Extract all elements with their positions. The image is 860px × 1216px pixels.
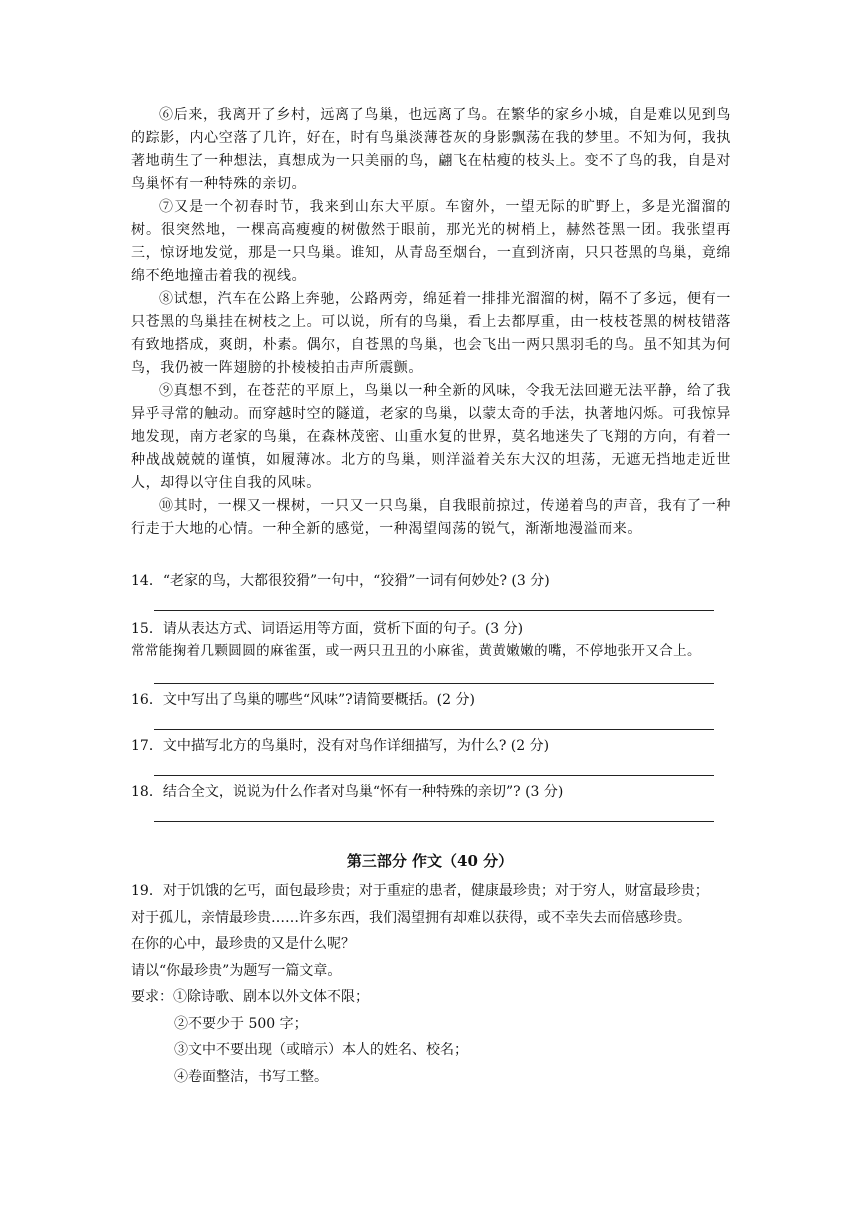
- requirement-1: [131, 984, 761, 1011]
- question-14-text: 14．“老家的鸟，大都很狡猾”一句中，“狡猾”一词有何妙处? (3 分): [131, 573, 550, 589]
- section-title: 第三部分 作文（40 分）: [346, 852, 514, 870]
- answer-line-16[interactable]: [154, 729, 714, 730]
- paragraph-6: ⑥后来，我离开了乡村，远离了鸟巢，也远离了鸟。在繁华的家乡小城，自是难以见到鸟的踪影，内心空落了几许，好在，时有鸟巢淡薄苍灰的身影飘荡在我的梦里。不知为何，我执著地萌生了一种想法，真想成为一只美丽的鸟，翩飞在枯瘦的枝头上。变不了鸟的我，自是对鸟巢怀有一种特殊的亲切。: [131, 107, 731, 192]
- prompt-line-2: 对于孤儿，亲情最珍贵……许多东西，我们渴望拥有却难以获得，或不幸失去而倍感珍贵。: [131, 909, 691, 926]
- question-16: [131, 689, 751, 711]
- reading-passage: [131, 104, 731, 541]
- question-17: [131, 735, 751, 757]
- requirement-2: ②不要少于 500 字；: [174, 1015, 308, 1032]
- quoted-sentence: 常常能掬着几颗圆圆的麻雀蛋，或一两只丑丑的小麻雀，黄黄嫩嫩的嘴，不停地张开又合上。: [131, 643, 701, 659]
- question-17-text: 17．文中描写北方的鸟巢时，没有对鸟作详细描写，为什么? (2 分): [131, 738, 550, 754]
- prompt-line-1: 19．对于饥饿的乞丐，面包最珍贵；对于重症的患者，健康最珍贵；对于穷人，财富最珍贵；: [131, 883, 709, 899]
- answer-line-18[interactable]: [154, 821, 714, 822]
- question-18-text: 18．结合全文，说说为什么作者对鸟巢“怀有一种特殊的亲切”? (3 分): [131, 784, 564, 800]
- question-15-text: 15．请从表达方式、词语运用等方面，赏析下面的句子。(3 分): [131, 621, 524, 637]
- paragraph-10: ⑩其时，一棵又一棵树，一只又一只鸟巢，自我眼前掠过，传递着鸟的声音，我有了一种行走于大地的心情。一种全新的感觉，一种渴望闯荡的锐气，渐渐地漫溢而来。: [131, 498, 731, 537]
- paragraph-9: ⑨真想不到，在苍茫的平原上，鸟巢以一种全新的风味，令我无法回避无法平静，给了我异乎寻常的触动。而穿越时空的隧道，老家的鸟巢，以蒙太奇的手法，执著地闪烁。可我惊异地发现，南方老家的鸟巢，在森林茂密、山重水复的世界，莫名地迷失了飞翔的方向，有着一种战战兢兢的谨慎，如履薄冰。北方的鸟巢，则洋溢着关东大汉的坦荡，无遮无挡地走近世人，却得以守住自我的风味。: [131, 383, 731, 491]
- answer-line-17[interactable]: [154, 775, 714, 776]
- essay-prompt: [131, 878, 761, 1090]
- requirement-3: ③文中不要出现（或暗示）本人的姓名、校名；: [174, 1042, 468, 1058]
- answer-line-15[interactable]: [154, 683, 714, 684]
- question-16-text: 16．文中写出了鸟巢的哪些“风味”?请简要概括。(2 分): [131, 692, 475, 708]
- answer-line-14[interactable]: [154, 610, 714, 611]
- prompt-line-4: 请以“你最珍贵”为题写一篇文章。: [131, 962, 342, 979]
- question-14: [131, 570, 751, 592]
- requirement-1-text: ①除诗歌、剧本以外文体不限；: [173, 989, 369, 1005]
- paragraph-7: ⑦又是一个初春时节，我来到山东大平原。车窗外，一望无际的旷野上，多是光溜溜的树。很突然地，一棵高高瘦瘦的树傲然于眼前，那光光的树梢上，赫然苍黑一团。我张望再三，惊讶地发觉，那是一只鸟巢。谁知，从青岛至烟台，一直到济南，只只苍黑的鸟巢，竟绵绵不绝地撞击着我的视线。: [131, 199, 731, 284]
- paragraph-8: ⑧试想，汽车在公路上奔驰，公路两旁，绵延着一排排光溜溜的树，隔不了多远，便有一只苍黑的鸟巢挂在树枝之上。可以说，所有的鸟巢，看上去都厚重，由一枝枝苍黑的树枝错落有致地搭成，爽朗，朴素。偶尔，自苍黑的鸟巢，也会飞出一两只黑羽毛的鸟。虽不知其为何鸟，我仍被一阵翅膀的扑棱棱拍击声所震颤。: [131, 291, 731, 376]
- prompt-line-3: 在你的心中，最珍贵的又是什么呢？: [131, 936, 355, 952]
- requirements-label: 要求：: [131, 989, 173, 1005]
- question-18: [131, 781, 751, 803]
- requirement-4: ④卷面整洁，书写工整。: [174, 1068, 328, 1085]
- question-15: [131, 618, 751, 662]
